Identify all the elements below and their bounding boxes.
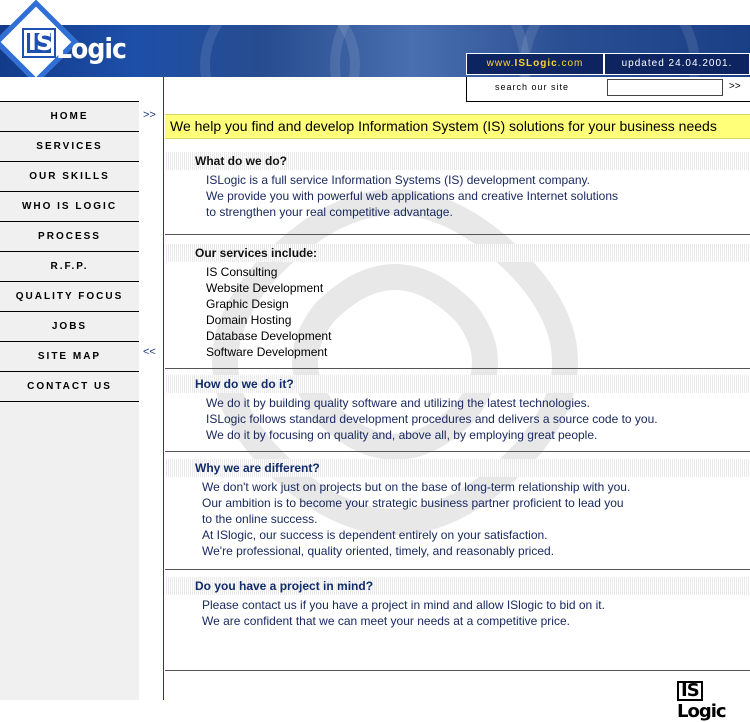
list-item: Software Development (206, 345, 328, 359)
list-item: Domain Hosting (206, 313, 292, 327)
logo-word: Logic (56, 32, 126, 65)
search-bar (466, 77, 750, 102)
section-title: Our services include: (165, 244, 750, 262)
nav-item-contact-us[interactable]: CONTACT US (0, 372, 139, 402)
text-line: Please contact us if you have a project in mind and allow ISlogic to bid on it. (202, 598, 605, 612)
text-line: We don't work just on projects but on the base of long-term relationship with you. (202, 480, 631, 494)
nav-arrow-column (139, 77, 164, 700)
text-line: We're professional, quality oriented, timely, and reasonably priced. (202, 544, 555, 558)
text-line: to the online success. (202, 512, 318, 526)
section-how (165, 375, 750, 443)
text-line: We are confident that we can meet your needs at a competitive price. (202, 614, 570, 628)
sidebar-nav (0, 77, 139, 700)
section-project (165, 577, 750, 629)
list-item: Graphic Design (206, 297, 289, 311)
section-why (165, 459, 750, 559)
arrow-right-icon: >> (143, 109, 156, 121)
text-line: ISLogic follows standard development procedures and delivers a source code to you. (206, 412, 658, 426)
search-input[interactable] (607, 79, 723, 96)
search-go-button[interactable]: >> (729, 81, 741, 92)
text-line: to strengthen your real competitive advantage. (206, 205, 453, 219)
nav-item-jobs[interactable]: JOBS (0, 312, 139, 342)
main-content (165, 102, 750, 722)
site-url[interactable]: www.ISLogic.com (466, 53, 604, 75)
nav-item-services[interactable]: SERVICES (0, 132, 139, 162)
updated-date: updated 24.04.2001. (604, 53, 750, 75)
list-item: Database Development (206, 329, 332, 343)
section-title: What do we do? (165, 152, 750, 170)
nav-item-quality-focus[interactable]: QUALITY FOCUS (0, 282, 139, 312)
tagline-banner: We help you find and develop Information System (IS) solutions for your business needs (165, 114, 750, 139)
text-line: We do it by focusing on quality and, above all, by employing great people. (206, 428, 598, 442)
search-label: search our site (495, 82, 570, 92)
text-line: Our ambition is to become your strategic business partner proficient to lead you (202, 496, 624, 510)
section-title: How do we do it? (165, 375, 750, 393)
islogic-logo[interactable] (0, 2, 140, 84)
footer-logo: ISLogic (677, 680, 726, 722)
section-services (165, 244, 750, 360)
list-item: IS Consulting (206, 265, 278, 279)
text-line: ISLogic is a full service Information Systems (IS) development company. (206, 173, 590, 187)
section-title: Why we are different? (165, 459, 750, 477)
text-line: At ISlogic, our success is dependent entirely on your satisfaction. (202, 528, 548, 542)
nav-item-process[interactable]: PROCESS (0, 222, 139, 252)
arrow-left-icon: << (143, 346, 156, 358)
logo-box-text: IS (27, 28, 53, 56)
nav-item-rfp[interactable]: R.F.P. (0, 252, 139, 282)
text-line: We do it by building quality software and utilizing the latest technologies. (206, 396, 591, 410)
section-title: Do you have a project in mind? (165, 577, 750, 595)
list-item: Website Development (206, 281, 324, 295)
nav-item-site-map[interactable]: SITE MAP (0, 342, 139, 372)
nav-item-who-is-logic[interactable]: WHO IS LOGIC (0, 192, 139, 222)
nav-item-home[interactable]: HOME (0, 102, 139, 132)
section-what (165, 152, 750, 220)
nav-item-our-skills[interactable]: OUR SKILLS (0, 162, 139, 192)
text-line: We provide you with powerful web applications and creative Internet solutions (206, 189, 619, 203)
